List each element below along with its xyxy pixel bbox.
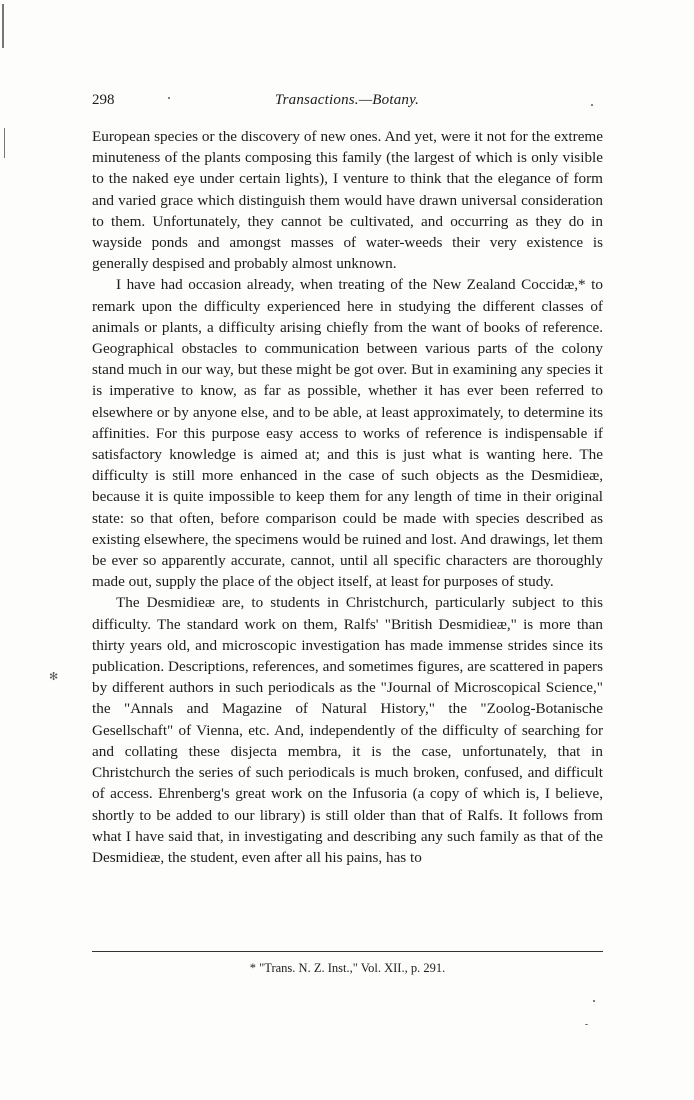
body-text bbox=[92, 126, 603, 868]
scan-edge-mark bbox=[4, 128, 5, 158]
scan-edge-mark bbox=[2, 4, 4, 48]
scan-speck bbox=[168, 97, 170, 99]
running-head bbox=[92, 92, 602, 112]
footnote-rule bbox=[92, 951, 603, 952]
scan-speck bbox=[591, 104, 593, 106]
footnote: * "Trans. N. Z. Inst.," Vol. XII., p. 291. bbox=[249, 961, 446, 975]
paragraph-1: European species or the discovery of new ones. And yet, were it not for the extreme minuteness of the plants composing this family (the largest of which is only visible to the naked eye under certain lights), I venture to think that the elegance of form and varied grace which distinguish them would have drawn universal consideration to them. Unfortunately, they cannot be cultivated, and occurring as they do in wayside ponds and amongst masses of water-weeds their very existence is generally despised and probably almost unknown. bbox=[92, 128, 603, 273]
running-title: Transactions.—Botany. bbox=[274, 92, 420, 108]
page-number: 298 bbox=[92, 92, 115, 108]
margin-smudge: ✻ bbox=[49, 671, 59, 683]
scan-speck bbox=[593, 1000, 595, 1002]
paragraph-2: I have had occasion already, when treating of the New Zealand Coccidæ,* to remark upon the difficulty experienced here in studying the different classes of animals or plants, a difficulty arising chiefly from the want of books of reference. Geographical obstacles to communication between various parts of the colony stand much in our way, but these might be got over. But in examining any species it is imperative to know, as far as possible, whether it has ever been referred to elsewhere or by anyone else, and to be able, at least approximately, to determine its affinities. For this purpose easy access to works of reference is indispensable if satisfactory knowledge is aimed at; and this is just what is wanting here. The difficulty is still more enhanced in the case of such objects as the Desmidieæ, because it is quite impossible to keep them for any length of time in their original state: so that often, before comparison could be made with species described as existing elsewhere, the specimens would be ruined and lost. And drawings, let them be ever so apparently accurate, cannot, until all specific characters are thoroughly made out, supply the place of the object itself, at least for purposes of study. bbox=[92, 276, 603, 591]
scan-speck bbox=[585, 1024, 588, 1025]
paragraph-3: The Desmidieæ are, to students in Christchurch, particularly subject to this difficulty. The standard work on them, Ralfs' "British Desmidieæ," is more than thirty years old, and microscopic investigation has made immense strides since its publication. Descriptions, references, and sometimes figures, are scattered in papers by different authors in such periodicals as the "Journal of Microscopical Science," the "Annals and Magazine of Natural History," the "Zoolog-Botanische Gesellschaft" of Vienna, etc. And, independently of the difficulty of searching for and collating these disjecta membra, it is the case, unfortunately, that in Christchurch the series of such periodicals is much broken, confused, and difficult of access. Ehrenberg's great work on the Infusoria (a copy of which is, I believe, shortly to be added to our library) is still older than that of Ralfs. It follows from what I have said that, in investigating and describing any such family as that of the Desmidieæ, the student, even after all his pains, has to bbox=[92, 594, 603, 866]
